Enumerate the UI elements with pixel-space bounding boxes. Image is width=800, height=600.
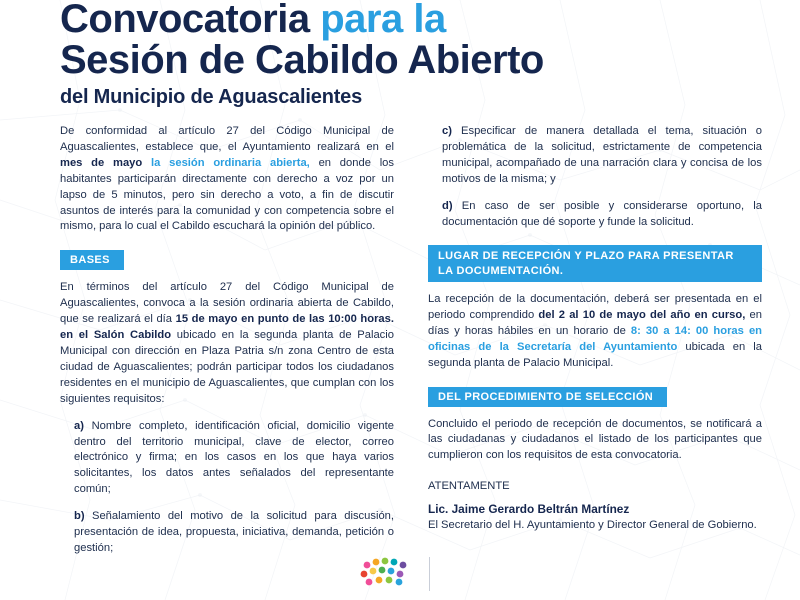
requisito-a-label: a) [74, 419, 84, 432]
signatory-name: Lic. Jaime Gerardo Beltrán Martínez [428, 502, 630, 517]
signatory-role: El Secretario del H. Ayuntamiento y Director General de Gobierno. [428, 519, 757, 532]
intro-paragraph [60, 124, 394, 235]
bases-text-a: En términos del artículo 27 del Código Municipal de Aguascalientes, convoca a la sesión ordinaria abierta de Cabildo, que se realizará el día [60, 281, 394, 326]
right-column [428, 124, 762, 568]
requisito-b-label: b) [74, 510, 85, 523]
aguascalientes-logo-dots-icon [357, 557, 415, 591]
recepcion-text-b: en días y horas hábiles en un horario de [428, 308, 762, 337]
recepcion-text-a: La recepción de la documentación, deberá ser presentada en el periodo comprendido [428, 293, 762, 321]
requisito-c-text: Especificar de manera detallada el tema, situación o problemática de la solicitud, estrictamente de competencia municipal, acompañado de una narración clara y concisa de los motivos de la misma; y [442, 125, 762, 185]
section-chip-seleccion: DEL PROCEDIMIENTO DE SELECCIÓN [428, 387, 667, 407]
intro-text-a: De conformidad al artículo 27 del Código Municipal de Aguascalientes, establece que, el Ayuntamiento realizará en el [60, 125, 394, 153]
title-line-3: del Municipio de Aguascalientes [60, 86, 363, 108]
section-chip-recepcion: LUGAR DE RECEPCIÓN Y PLAZO PARA PRESENTAR LA DOCUMENTACIÓN. [428, 245, 762, 282]
recepcion-highlight-horario: 8: 30 a 14: 00 horas en oficinas de la Secretaría del Ayuntamiento [428, 324, 762, 353]
title-line-1 [60, 0, 800, 41]
requisito-d-label: d) [442, 199, 453, 212]
intro-highlight-sesion: la sesión ordinaria abierta, [142, 156, 310, 169]
title-word-parala: para la [320, 0, 446, 41]
requisito-a [60, 419, 394, 499]
requisito-b-text: Señalamiento del motivo de la solicitud para discusión, presentación de idea, propuesta, iniciativa, demanda, petición o gestión; [74, 510, 394, 554]
intro-text-b: en donde los habitantes participarán directamente con derecho a voz por un lapso de 5 minutos, pero sin derecho a voto, a fin de discutir asuntos de interés para la comunidad y con competencia sobre el mismo, para lo cual el Cabildo escuchará la opinión del público. [60, 156, 394, 233]
left-column [60, 124, 394, 568]
recepcion-bold-periodo: del 2 al 10 de mayo del año en curso, [538, 308, 746, 321]
intro-bold-mes-de-mayo: mes de mayo [60, 156, 143, 169]
content-columns [0, 100, 800, 568]
document-footer [0, 548, 800, 600]
atentamente-label: ATENTAMENTE [428, 480, 510, 493]
footer-divider [429, 557, 430, 591]
requisito-a-text: Nombre completo, identificación oficial, domicilio vigente dentro del territorio municipal, clave de elector, correo electrónico y firma; en los casos en los que haya varios solicitantes, los datos antes señalados del representante común; [74, 419, 394, 496]
requisito-c [428, 124, 762, 188]
bases-bold-fecha: 15 de mayo en punto de las 10:00 horas. en el Salón Cabildo [60, 313, 394, 342]
bases-text-b: ubicado en la segunda planta de Palacio Municipal con dirección en Plaza Patria s/n zona Centro de esta ciudad de Aguascalientes; podrán participar todos los ciudadanos residentes en el municipio de Aguascalientes, que cumplan con los siguientes requisitos: [60, 329, 394, 405]
recepcion-paragraph [428, 292, 762, 372]
requisito-d [428, 199, 762, 231]
document-header [0, 0, 800, 108]
bases-paragraph [60, 280, 394, 407]
title-word-convocatoria: Convocatoria [60, 0, 310, 41]
seleccion-paragraph: Concluido el periodo de recepción de documentos, se notificará a las ciudadanas y ciudadanos el listado de los participantes que cumplieron con los requisitos de esta convocatoria. [428, 417, 762, 462]
requisito-d-text: En caso de ser posible y considerarse oportuno, la documentación que dé soporte y funde la solicitud. [442, 199, 762, 228]
requisito-c-label: c) [442, 125, 452, 137]
section-chip-bases: BASES [60, 250, 124, 270]
title-line-2: Sesión de Cabildo Abierto [60, 38, 544, 82]
recepcion-text-c: ubicada en la segunda planta de Palacio Municipal. [428, 340, 762, 369]
